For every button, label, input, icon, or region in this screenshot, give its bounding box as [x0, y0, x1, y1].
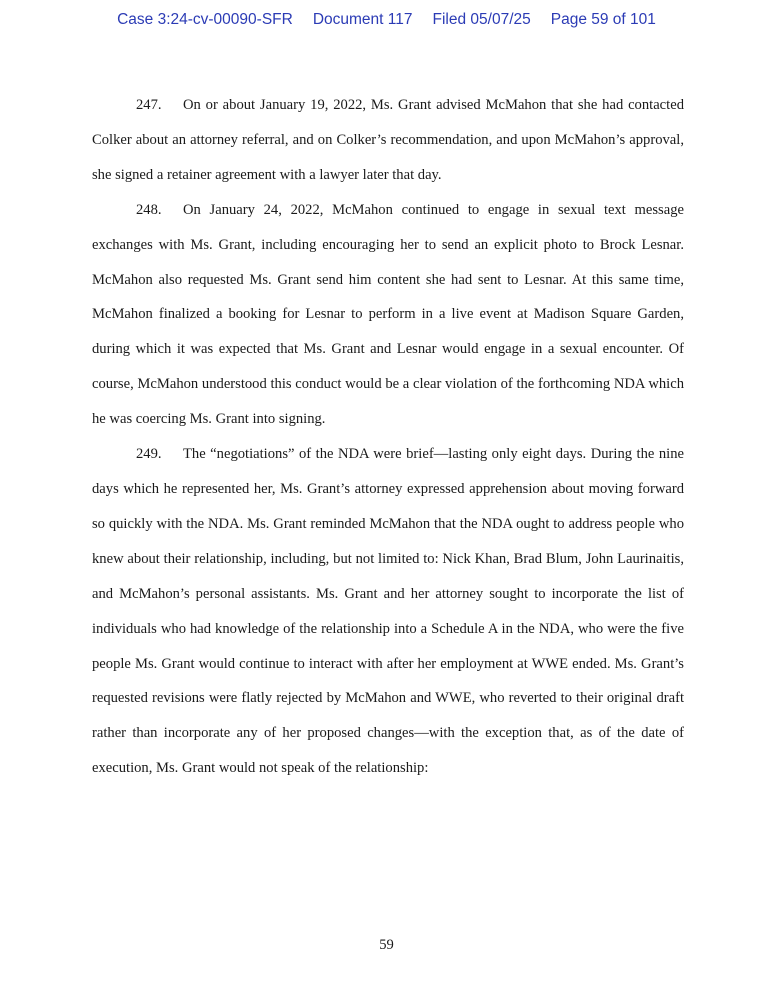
filed-date: Filed 05/07/25: [432, 11, 531, 28]
case-number: Case 3:24-cv-00090-SFR: [117, 11, 293, 28]
paragraph-number: 249.: [136, 446, 162, 463]
document-body: [92, 88, 684, 786]
paragraph-text: On January 24, 2022, McMahon continued to engage in sexual text message exchanges with Ms. Grant, including encouraging her to send an explicit photo to Brock Lesnar. McMahon also requested Ms. Grant send him content she had sent to Lesnar. At this same time, McMahon finalized a booking for Lesnar to perform in a live event at Madison Square Garden, during which it was expected that Ms. Grant and Lesnar would engage in a sexual encounter. Of course, McMahon understood this conduct would be a clear violation of the forthcoming NDA which he was coercing Ms. Grant into signing.: [92, 201, 684, 428]
page-indicator: Page 59 of 101: [550, 11, 656, 28]
document-number: Document 117: [312, 11, 413, 28]
paragraph-248: [92, 193, 684, 437]
paragraph-247: [92, 88, 684, 193]
paragraph-text: The “negotiations” of the NDA were brief—lasting only eight days. During the nine days which he represented her, Ms. Grant’s attorney expressed apprehension about moving forward so quickly with the NDA. Ms. Grant reminded McMahon that the NDA ought to address people who knew about their relationship, including, but not limited to: Nick Khan, Brad Blum, John Laurinaitis, and McMahon’s personal assistants. Ms. Grant and her attorney sought to incorporate the list of individuals who had knowledge of the relationship into a Schedule A in the NDA, who were the five people Ms. Grant would continue to interact with after her employment at WWE ended. Ms. Grant’s requested revisions were flatly rejected by McMahon and WWE, who reverted to their original draft rather than incorporate any of her proposed changes—with the exception that, as of the date of execution, Ms. Grant would not speak of the relationship:: [92, 446, 684, 777]
paragraph-249: [92, 437, 684, 786]
paragraph-number: 247.: [136, 97, 162, 113]
paragraph-number: 248.: [136, 201, 162, 218]
paragraph-text: On or about January 19, 2022, Ms. Grant advised McMahon that she had contacted Colker about an attorney referral, and on Colker’s recommendation, and upon McMahon’s approval, she signed a retainer agreement with a lawyer later that day.: [92, 97, 684, 183]
court-filing-header: [0, 11, 773, 29]
page-number: 59: [379, 937, 394, 953]
